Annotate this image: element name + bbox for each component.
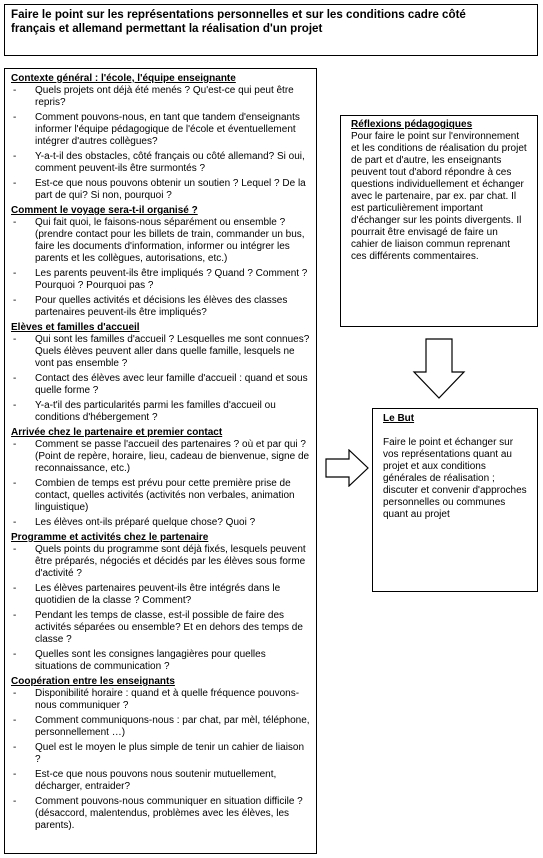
section-title: Contexte général : l'école, l'équipe enseignante [11, 73, 236, 84]
question-item [11, 649, 310, 673]
bullet-dash: - [13, 112, 17, 123]
bullet-dash: - [13, 268, 17, 279]
question-list [11, 217, 310, 319]
bullet-dash: - [13, 217, 17, 228]
bullet-dash: - [13, 334, 17, 345]
question-item [11, 268, 310, 292]
bullet-dash: - [13, 583, 17, 594]
down-arrow-icon [412, 338, 466, 400]
section-title: Programme et activités chez le partenaire [11, 532, 209, 543]
reflexions-title: Réflexions pédagogiques [351, 119, 473, 130]
bullet-dash: - [13, 151, 17, 162]
question-item [11, 400, 310, 424]
question-item [11, 742, 310, 766]
question-text: Pendant les temps de classe, est-il possible de faire des activités séparées ou ensemble? Et en dehors des temps de classe ? [35, 610, 303, 645]
question-item [11, 688, 310, 712]
question-item [11, 796, 310, 832]
question-list [11, 544, 310, 673]
question-item [11, 334, 310, 370]
questions-box [4, 68, 317, 854]
bullet-dash: - [13, 649, 17, 660]
question-list [11, 439, 310, 529]
question-list [11, 334, 310, 424]
question-item [11, 373, 310, 397]
goal-box [372, 408, 538, 592]
question-text: Les élèves partenaires peuvent-ils être intégrés dans le quotidien de la classe ? Comment? [35, 583, 281, 606]
question-text: Disponibilité horaire : quand et à quelle fréquence pouvons-nous communiquer ? [35, 688, 300, 711]
bullet-dash: - [13, 688, 17, 699]
question-list [11, 85, 310, 202]
question-text: Combien de temps est prévu pour cette première prise de contact, quelles activités (activités non verbales, animation linguistique) [35, 478, 295, 513]
question-text: Les parents peuvent-ils être impliqués ? Quand ? Comment ? Pourquoi ? Pourquoi pas ? [35, 268, 308, 291]
question-item [11, 439, 310, 475]
question-item [11, 583, 310, 607]
question-text: Comment communiquons-nous : par chat, par mèl, téléphone, personnellement …) [35, 715, 310, 738]
question-text: Comment pouvons-nous communiquer en situation difficile ? (désaccord, malentendus, problèmes avec les élèves, les parents). [35, 796, 303, 831]
question-text: Est-ce que nous pouvons obtenir un soutien ? Lequel ? De la part de qui? Si non, pourquoi ? [35, 178, 306, 201]
question-text: Comment se passe l'accueil des partenaires ? où et par qui ? (Point de repère, horaire, lieu, cadeau de bienvenue, signe de reconnaissance, etc.) [35, 439, 310, 474]
section-title: Elèves et familles d'accueil [11, 322, 140, 333]
question-text: Qui fait quoi, le faisons-nous séparément ou ensemble ? (prendre contact pour les billets de train, commander un bus, faire les documents d'information, informer ou intégrer les parents et les collègues, autorisations, etc.) [35, 217, 305, 264]
question-text: Pour quelles activités et décisions les élèves des classes partenaires peuvent-ils être impliqués? [35, 295, 288, 318]
question-text: Y-a-t-il des obstacles, côté français ou côté allemand? Si oui, comment peuvent-ils être surmontés ? [35, 151, 305, 174]
question-item [11, 217, 310, 265]
question-item [11, 544, 310, 580]
question-item [11, 85, 310, 109]
question-text: Y-a-t'il des particularités parmi les familles d'accueil ou conditions d'hébergement ? [35, 400, 276, 423]
question-item [11, 112, 310, 148]
bullet-dash: - [13, 769, 17, 780]
reflexions-text: Pour faire le point sur l'environnement et les conditions de réalisation du projet de part et d'autre, les enseignants peuvent tout d'abord répondre à ces questions individuellement et échanger avec le partenaire, par ex. par chat. Il est particulièrement important d'échanger sur les points divergents. Il pourrait être envisagé de faire un cahier de liaison commun reprenant ces différents commentaires. [351, 131, 527, 262]
question-item [11, 295, 310, 319]
bullet-dash: - [13, 796, 17, 807]
question-text: Comment pouvons-nous, en tant que tandem d'enseignants informer l'équipe pédagogique de l'école et éventuellement intégrer d'autres collègues? [35, 112, 300, 147]
bullet-dash: - [13, 178, 17, 189]
bullet-dash: - [13, 742, 17, 753]
question-item [11, 610, 310, 646]
question-list [11, 688, 310, 832]
question-text: Qui sont les familles d'accueil ? Lesquelles me sont connues? Quels élèves peuvent aller dans quelle famille, lesquels ne vont pas ensemble ? [35, 334, 310, 369]
section-title: Comment le voyage sera-t-il organisé ? [11, 205, 198, 216]
title-line-2: français et allemand permettant la réalisation d'un projet [11, 22, 323, 35]
question-item [11, 715, 310, 739]
question-text: Les élèves ont-ils préparé quelque chose? Quoi ? [35, 517, 256, 528]
bullet-dash: - [13, 439, 17, 450]
section-title: Arrivée chez le partenaire et premier contact [11, 427, 223, 438]
question-text: Contact des élèves avec leur famille d'accueil : quand et sous quelle forme ? [35, 373, 308, 396]
right-arrow-icon [325, 449, 369, 487]
question-item [11, 151, 310, 175]
bullet-dash: - [13, 400, 17, 411]
question-text: Quel est le moyen le plus simple de tenir un cahier de liaison ? [35, 742, 305, 765]
bullet-dash: - [13, 517, 17, 528]
question-text: Est-ce que nous pouvons nous soutenir mutuellement, décharger, entraider? [35, 769, 277, 792]
bullet-dash: - [13, 544, 17, 555]
question-text: Quelles sont les consignes langagières pour quelles situations de communication ? [35, 649, 266, 672]
bullet-dash: - [13, 373, 17, 384]
bullet-dash: - [13, 85, 17, 96]
bullet-dash: - [13, 295, 17, 306]
reflexions-box [340, 115, 538, 327]
bullet-dash: - [13, 610, 17, 621]
question-text: Quels projets ont déjà été menés ? Qu'est-ce qui peut être repris? [35, 85, 294, 108]
question-item [11, 769, 310, 793]
bullet-dash: - [13, 478, 17, 489]
goal-text: Faire le point et échanger sur vos représentations quant au projet et aux conditions générales de réalisation ; discuter et convenir d'approches personnelles ou communes quant au projet [383, 437, 527, 520]
section-title: Coopération entre les enseignants [11, 676, 175, 687]
bullet-dash: - [13, 715, 17, 726]
question-item [11, 478, 310, 514]
title-box [4, 4, 538, 56]
question-item [11, 517, 310, 529]
question-text: Quels points du programme sont déjà fixés, lesquels peuvent être préparés, négociés et décidés par les élèves sous forme d'activité ? [35, 544, 306, 579]
question-item [11, 178, 310, 202]
goal-title: Le But [383, 413, 415, 424]
title-line-1: Faire le point sur les représentations personnelles et sur les conditions cadre côté [11, 8, 466, 21]
